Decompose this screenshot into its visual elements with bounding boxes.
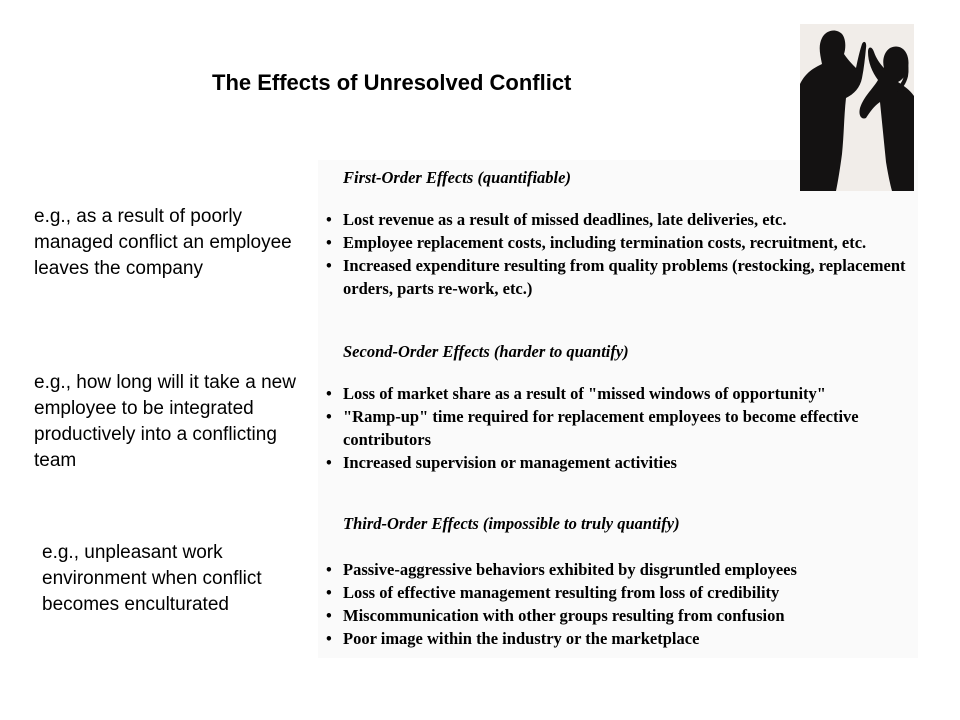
example-text-2: e.g., how long will it take a new employee to be integrated productively into a conflicting team bbox=[34, 372, 296, 471]
first-order-heading: First-Order Effects (quantifiable) bbox=[343, 168, 571, 187]
list-item: • Poor image within the industry or the marketplace bbox=[326, 627, 906, 650]
list-item: • Loss of effective management resulting from loss of credibility bbox=[326, 581, 906, 604]
list-item: • Passive-aggressive behaviors exhibited by disgruntled employees bbox=[326, 558, 906, 581]
list-item: • Lost revenue as a result of missed deadlines, late deliveries, etc. bbox=[326, 208, 906, 231]
list-item: • Miscommunication with other groups resulting from confusion bbox=[326, 604, 906, 627]
second-order-list bbox=[326, 382, 906, 474]
example-text-3: e.g., unpleasant work environment when conflict becomes enculturated bbox=[42, 542, 262, 615]
effects-image bbox=[318, 160, 918, 658]
list-item: • "Ramp-up" time required for replacement employees to become effective contributors bbox=[326, 405, 906, 451]
list-item: • Increased supervision or management activities bbox=[326, 451, 906, 474]
example-text-1: e.g., as a result of poorly managed conflict an employee leaves the company bbox=[34, 206, 292, 279]
list-item: • Increased expenditure resulting from quality problems (restocking, replacement orders, parts re-work, etc.) bbox=[326, 254, 906, 300]
arguing-couple-silhouette-icon bbox=[800, 24, 914, 191]
second-order-heading: Second-Order Effects (harder to quantify) bbox=[343, 342, 629, 361]
third-order-heading: Third-Order Effects (impossible to truly quantify) bbox=[343, 514, 680, 533]
slide-title: The Effects of Unresolved Conflict bbox=[212, 70, 572, 95]
list-item: • Employee replacement costs, including termination costs, recruitment, etc. bbox=[326, 231, 906, 254]
third-order-list bbox=[326, 558, 906, 650]
first-order-list bbox=[326, 208, 906, 300]
list-item: • Loss of market share as a result of "missed windows of opportunity" bbox=[326, 382, 906, 405]
